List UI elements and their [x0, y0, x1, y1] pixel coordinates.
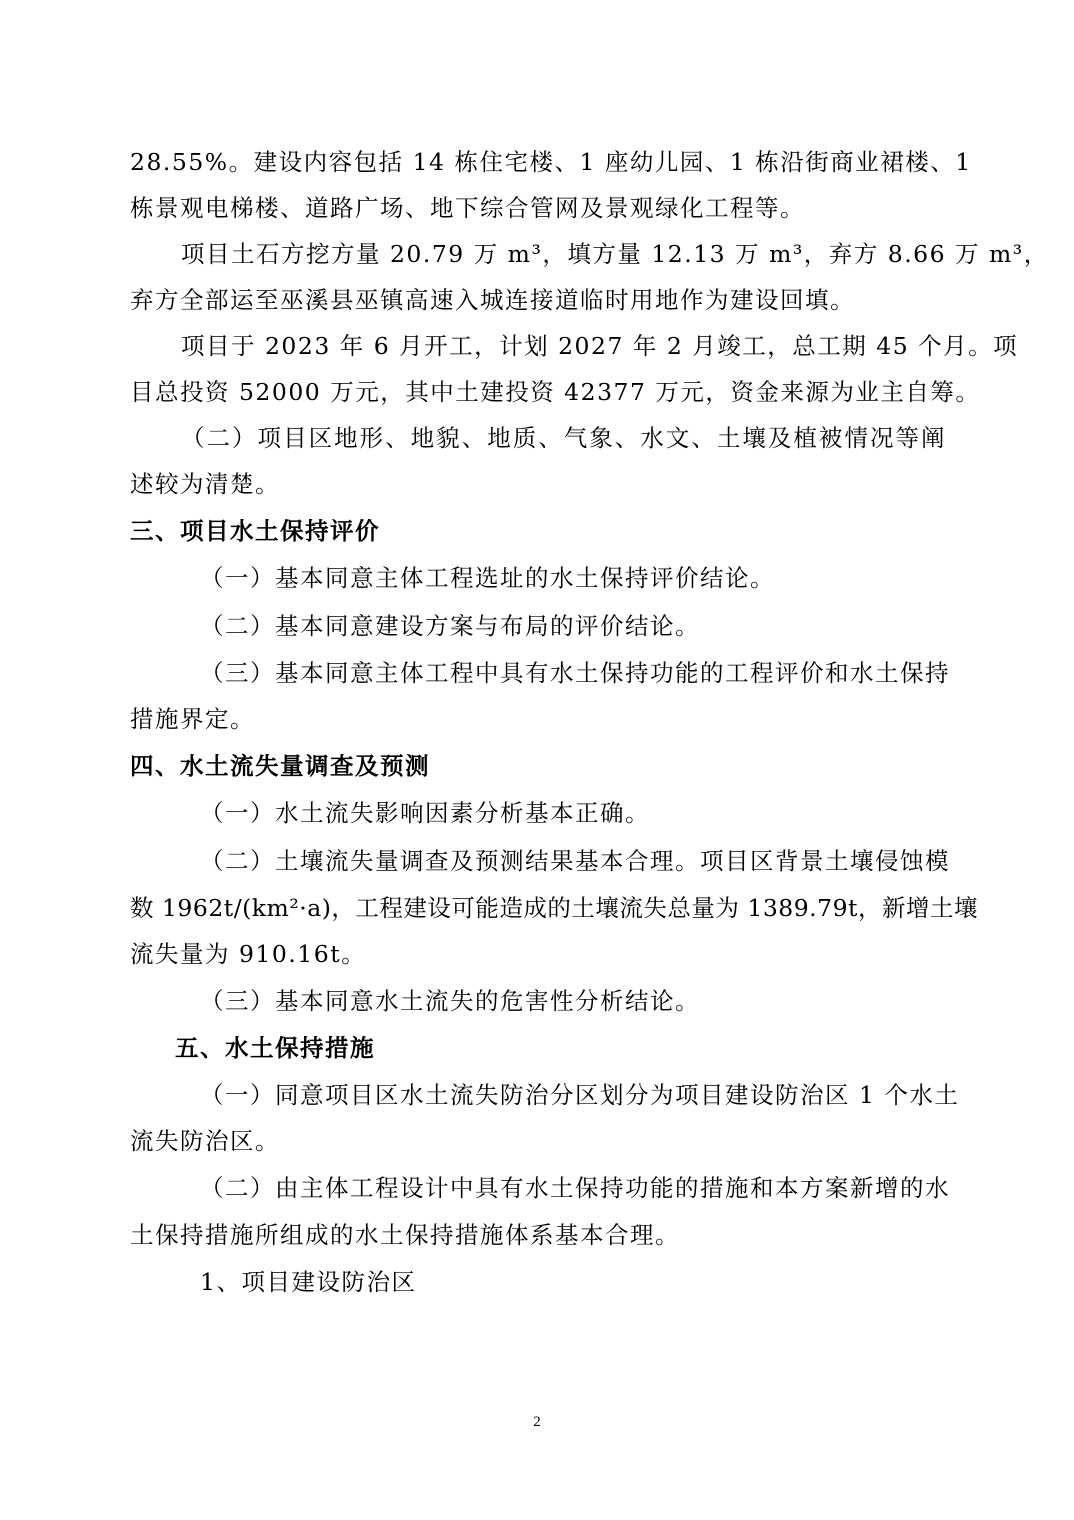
body-text-line: （二）基本同意建设方案与布局的评价结论。: [200, 612, 700, 640]
body-text-line: （一）同意项目区水土流失防治分区划分为项目建设防治区 1 个水土: [200, 1081, 960, 1109]
body-text-line: 数 1962t/(km²·a)，工程建设可能造成的土壤流失总量为 1389.79t，新增土壤: [130, 894, 978, 922]
subsection-heading: 1、项目建设防治区: [200, 1268, 417, 1296]
section-heading: 五、水土保持措施: [175, 1034, 375, 1062]
body-text-line: 目总投资 52000 万元，其中土建投资 42377 万元，资金来源为业主自筹。: [130, 378, 981, 406]
body-text-line: 弃方全部运至巫溪县巫镇高速入城连接道临时用地作为建设回填。: [130, 286, 855, 314]
body-text-line: 28.55%。建设内容包括 14 栋住宅楼、1 座幼儿园、1 栋沿街商业裙楼、1: [130, 148, 972, 176]
body-text-line: 项目于 2023 年 6 月开工，计划 2027 年 2 月竣工，总工期 45 个月。项: [181, 332, 1019, 360]
body-text-line: （三）基本同意水土流失的危害性分析结论。: [200, 987, 700, 1015]
section-heading: 四、水土流失量调查及预测: [130, 752, 430, 780]
body-text-line: 流失防治区。: [130, 1127, 280, 1155]
body-text-line: 措施界定。: [130, 705, 255, 733]
body-text-line: （三）基本同意主体工程中具有水土保持功能的工程评价和水土保持: [200, 659, 950, 687]
section-heading: 三、项目水土保持评价: [130, 517, 380, 545]
body-text-line: 流失量为 910.16t。: [130, 940, 367, 968]
body-text-line: （一）水土流失影响因素分析基本正确。: [200, 799, 650, 827]
body-text-line: （二）土壤流失量调查及预测结果基本合理。项目区背景土壤侵蚀模: [200, 847, 950, 875]
body-text-line: 项目土石方挖方量 20.79 万 m³，填方量 12.13 万 m³，弃方 8.66 万 m³，: [181, 240, 1049, 268]
body-text-line: 述较为清楚。: [130, 470, 280, 498]
body-text-line: 土保持措施所组成的水土保持措施体系基本合理。: [130, 1221, 680, 1249]
page-number: 2: [533, 1414, 541, 1430]
body-text-line: （二）项目区地形、地貌、地质、气象、水文、土壤及植被情况等阐: [181, 424, 946, 452]
body-text-line: 栋景观电梯楼、道路广场、地下综合管网及景观绿化工程等。: [130, 194, 805, 222]
body-text-line: （二）由主体工程设计中具有水土保持功能的措施和本方案新增的水: [200, 1174, 950, 1202]
body-text-line: （一）基本同意主体工程选址的水土保持评价结论。: [200, 564, 775, 592]
